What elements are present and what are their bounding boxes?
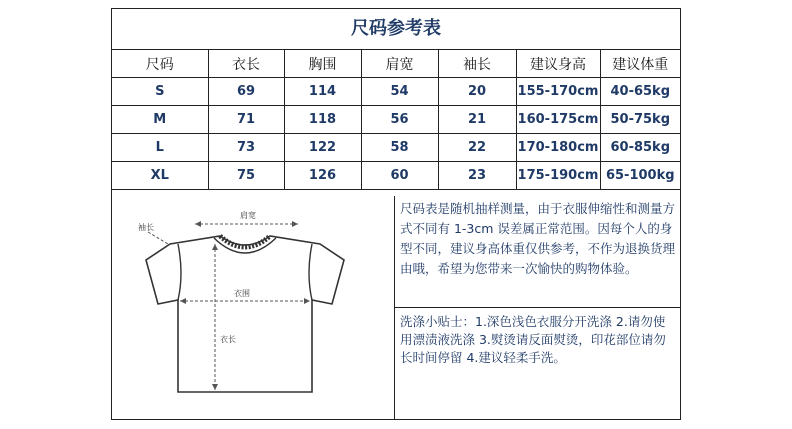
sleeve-seam-left (178, 244, 181, 300)
table-cell: 40-65kg (600, 78, 680, 106)
table-cell: L (112, 134, 208, 162)
bottom-section (112, 196, 680, 419)
notes-panel (395, 196, 680, 419)
table-cell: 58 (361, 134, 438, 162)
table-cell: 56 (361, 106, 438, 134)
table-cell: 122 (284, 134, 361, 162)
arrow-right-icon (292, 221, 298, 227)
table-cell: 170-180cm (516, 134, 600, 162)
table-cell: 54 (361, 78, 438, 106)
table-cell: 75 (208, 162, 284, 190)
table-cell: 22 (438, 134, 516, 162)
table-cell: 114 (284, 78, 361, 106)
header-cell: 肩宽 (361, 50, 438, 78)
arrow-left-icon (180, 298, 186, 304)
header-cell: 胸围 (284, 50, 361, 78)
table-cell: XL (112, 162, 208, 190)
sleeve-seam-right (309, 244, 312, 300)
chest-label: 衣围 (234, 289, 250, 298)
table-cell: 21 (438, 106, 516, 134)
table-row (112, 106, 680, 134)
size-table (112, 50, 680, 190)
table-cell: S (112, 78, 208, 106)
table-cell: 71 (208, 106, 284, 134)
table-cell: 20 (438, 78, 516, 106)
table-cell: 60 (361, 162, 438, 190)
table-row (112, 134, 680, 162)
table-row (112, 78, 680, 106)
table-cell: 160-175cm (516, 106, 600, 134)
header-cell: 建议体重 (600, 50, 680, 78)
table-cell: 175-190cm (516, 162, 600, 190)
table-cell: 50-75kg (600, 106, 680, 134)
arrow-right-icon (304, 298, 310, 304)
table-cell: 73 (208, 134, 284, 162)
table-cell: 69 (208, 78, 284, 106)
arrow-down-icon (212, 384, 218, 390)
chart-title: 尺码参考表 (112, 9, 680, 50)
sleeve-label: 袖长 (138, 223, 154, 232)
header-cell: 建议身高 (516, 50, 600, 78)
tshirt-diagram (112, 196, 395, 419)
size-chart (111, 8, 681, 420)
table-row (112, 162, 680, 190)
table-cell: 155-170cm (516, 78, 600, 106)
table-cell: 126 (284, 162, 361, 190)
measurement-note: 尺码表是随机抽样测量，由于衣服伸缩性和测量方式不同有 1-3cm 误差属正常范围。因每个人的身型不同，建议身高体重仅供参考，不作为退换货理由哦，希望为您带来一次愉快的购物体验。 (395, 196, 680, 308)
header-cell: 衣长 (208, 50, 284, 78)
header-cell: 尺码 (112, 50, 208, 78)
length-label: 衣长 (220, 335, 236, 344)
tshirt-illustration (112, 196, 394, 419)
table-cell: 23 (438, 162, 516, 190)
table-header-row (112, 50, 680, 78)
shirt-outline (146, 236, 344, 392)
sleeve-measure-line (148, 232, 168, 244)
table-cell: 60-85kg (600, 134, 680, 162)
washing-tips: 洗涤小贴士：1.深色浅色衣服分开洗涤 2.请勿使用漂渍液洗涤 3.熨烫请反面熨烫，印花部位请勿长时间停留 4.建议轻柔手洗。 (400, 314, 666, 365)
arrow-left-icon (195, 221, 201, 227)
table-cell: M (112, 106, 208, 134)
header-cell: 袖长 (438, 50, 516, 78)
shoulder-label: 肩宽 (240, 211, 256, 220)
arrow-up-icon (212, 244, 218, 250)
table-cell: 65-100kg (600, 162, 680, 190)
table-cell: 118 (284, 106, 361, 134)
